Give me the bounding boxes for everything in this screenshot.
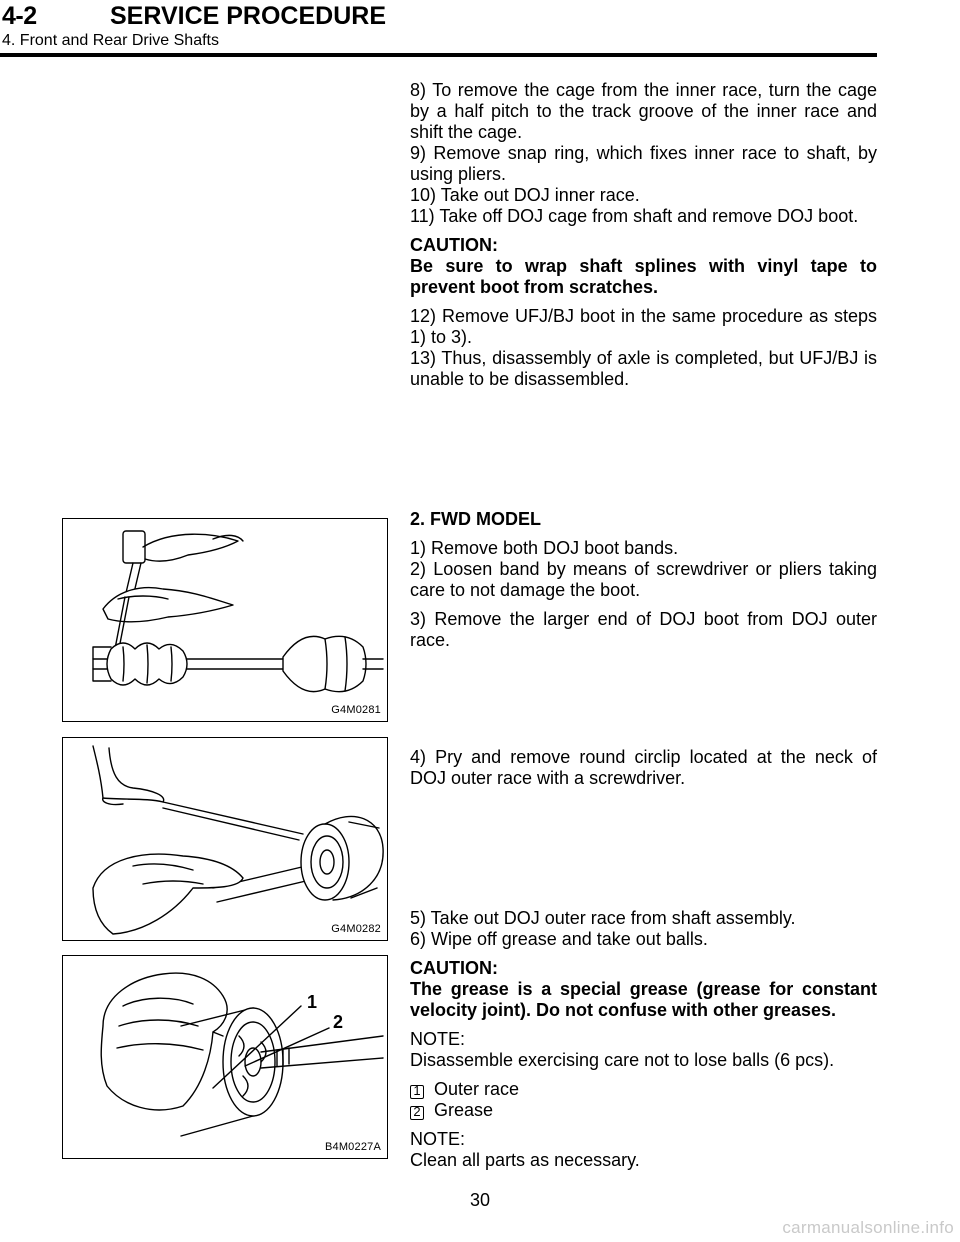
caution-text: Be sure to wrap shaft splines with vinyl tape to prevent boot from scratches. [410, 256, 877, 297]
callout-2: 2 [333, 1012, 344, 1032]
boot-band-illustration [63, 519, 388, 722]
step-1: 1) Remove both DOJ boot bands. [410, 538, 679, 558]
step-2: 2) Loosen band by means of screwdriver or pliers taking care to not damage the boot. [410, 559, 877, 600]
caution-label: CAUTION: [410, 958, 498, 978]
step-8: 8) To remove the cage from the inner race, turn the cage by a half pitch to the track groove of the inner race and shift the cage. [410, 80, 877, 142]
step-5-text-block [410, 908, 877, 1171]
figure-code: G4M0282 [331, 923, 381, 935]
circlip-illustration [63, 738, 388, 941]
section-code: 4-2 [2, 2, 37, 30]
note-text: Disassemble exercising care not to lose balls (6 pcs). [410, 1050, 835, 1070]
legend-item [410, 1100, 877, 1121]
legend-number: 1 [410, 1084, 424, 1100]
caution-text: The grease is a special grease (grease for constant velocity joint). Do not confuse with other greases. [410, 979, 877, 1020]
step-5: 5) Take out DOJ outer race from shaft assembly. [410, 908, 796, 928]
step-6: 6) Wipe off grease and take out balls. [410, 929, 708, 949]
step-3: 3) Remove the larger end of DOJ boot from DOJ outer race. [410, 609, 877, 650]
section-heading-fwd: 2. FWD MODEL [410, 509, 541, 529]
step-11: 11) Take off DOJ cage from shaft and remove DOJ boot. [410, 206, 859, 226]
note-label: NOTE: [410, 1029, 466, 1049]
fwd-model-text-block [410, 509, 877, 651]
figure-outer-race-removal [62, 955, 388, 1159]
top-text-block [410, 80, 877, 390]
callout-1: 1 [307, 992, 318, 1012]
page-number: 30 [469, 1190, 491, 1210]
step-9: 9) Remove snap ring, which fixes inner race to shaft, by using pliers. [410, 143, 877, 184]
legend-label: Outer race [434, 1079, 520, 1099]
step-10: 10) Take out DOJ inner race. [410, 185, 640, 205]
note-text: Clean all parts as necessary. [410, 1150, 640, 1170]
step-13: 13) Thus, disassembly of axle is completed, but UFJ/BJ is unable to be disassembled. [410, 348, 877, 389]
step-4: 4) Pry and remove round circlip located at the neck of DOJ outer race with a screwdriver. [410, 747, 877, 788]
watermark: carmanualsonline.info [782, 1218, 954, 1237]
figure-boot-band-removal [62, 518, 388, 722]
section-subtitle: 4. Front and Rear Drive Shafts [2, 32, 219, 49]
legend-number: 2 [410, 1105, 424, 1121]
step-4-text-block [410, 747, 877, 789]
header-rule [0, 53, 877, 57]
note-label: NOTE: [410, 1129, 466, 1149]
outer-race-illustration [63, 956, 388, 1159]
figure-code: B4M0227A [324, 1141, 381, 1153]
figure-circlip-removal [62, 737, 388, 941]
step-12: 12) Remove UFJ/BJ boot in the same procedure as steps 1) to 3). [410, 306, 877, 347]
caution-label: CAUTION: [410, 235, 498, 255]
section-title: SERVICE PROCEDURE [110, 2, 386, 30]
figure-code: G4M0281 [331, 704, 381, 716]
legend-item [410, 1079, 877, 1100]
legend-label: Grease [434, 1100, 494, 1120]
